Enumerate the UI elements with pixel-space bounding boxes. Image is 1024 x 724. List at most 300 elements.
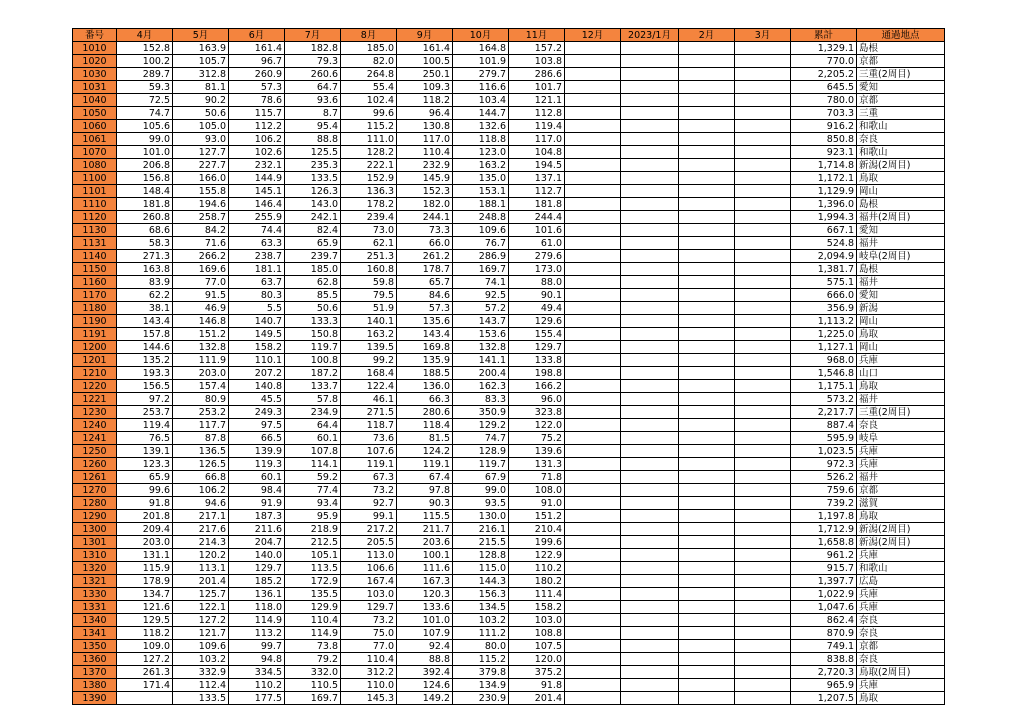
- month-value-cell: 103.0: [341, 588, 397, 601]
- location-cell: 岡山: [857, 315, 945, 328]
- month-value-cell: 97.2: [117, 393, 173, 406]
- month-value-cell: [679, 354, 735, 367]
- month-value-cell: 73.6: [341, 432, 397, 445]
- month-value-cell: [679, 588, 735, 601]
- month-value-cell: 206.8: [117, 159, 173, 172]
- month-value-cell: 260.6: [285, 68, 341, 81]
- row-number-cell: 1131: [73, 237, 117, 250]
- month-value-cell: 110.4: [341, 653, 397, 666]
- location-cell: 奈良: [857, 653, 945, 666]
- total-cell: 645.5: [791, 81, 857, 94]
- month-value-cell: 80.9: [173, 393, 229, 406]
- month-value-cell: 112.7: [509, 185, 565, 198]
- row-number-cell: 1350: [73, 640, 117, 653]
- month-value-cell: 101.7: [509, 81, 565, 94]
- month-value-cell: [679, 42, 735, 55]
- month-value-cell: 83.9: [117, 276, 173, 289]
- month-value-cell: 73.2: [341, 484, 397, 497]
- month-value-cell: [679, 458, 735, 471]
- row-number-cell: 1340: [73, 614, 117, 627]
- month-value-cell: [679, 653, 735, 666]
- month-value-cell: 289.7: [117, 68, 173, 81]
- month-value-cell: [565, 523, 621, 536]
- month-value-cell: [679, 315, 735, 328]
- month-value-cell: 129.7: [341, 601, 397, 614]
- month-value-cell: 128.2: [341, 146, 397, 159]
- location-cell: 福井: [857, 471, 945, 484]
- row-number-cell: 1180: [73, 302, 117, 315]
- total-cell: 759.6: [791, 484, 857, 497]
- row-number-cell: 1370: [73, 666, 117, 679]
- month-value-cell: 153.1: [453, 185, 509, 198]
- month-value-cell: 99.2: [341, 354, 397, 367]
- total-cell: 1,329.1: [791, 42, 857, 55]
- month-value-cell: [679, 159, 735, 172]
- month-value-cell: 261.2: [397, 250, 453, 263]
- month-value-cell: 87.8: [173, 432, 229, 445]
- month-value-cell: [565, 627, 621, 640]
- table-row: [73, 146, 945, 159]
- month-value-cell: 194.6: [173, 198, 229, 211]
- month-value-cell: [679, 445, 735, 458]
- month-value-cell: 118.2: [397, 94, 453, 107]
- table-row: [73, 276, 945, 289]
- month-value-cell: 156.8: [117, 172, 173, 185]
- location-cell: 福井: [857, 237, 945, 250]
- month-value-cell: [735, 653, 791, 666]
- table-row: [73, 692, 945, 705]
- month-value-cell: 203.0: [117, 536, 173, 549]
- total-cell: 887.4: [791, 419, 857, 432]
- month-value-cell: 145.1: [229, 185, 285, 198]
- month-value-cell: 164.8: [453, 42, 509, 55]
- month-value-cell: [565, 380, 621, 393]
- month-value-cell: 205.5: [341, 536, 397, 549]
- month-value-cell: [621, 237, 679, 250]
- month-value-cell: [679, 250, 735, 263]
- month-value-cell: [735, 68, 791, 81]
- month-value-cell: [735, 692, 791, 705]
- month-value-cell: 130.0: [453, 510, 509, 523]
- month-value-cell: 110.4: [397, 146, 453, 159]
- table-row: [73, 94, 945, 107]
- month-value-cell: 105.0: [173, 120, 229, 133]
- month-value-cell: 88.8: [397, 653, 453, 666]
- month-value-cell: 392.4: [397, 666, 453, 679]
- month-value-cell: 80.3: [229, 289, 285, 302]
- month-value-cell: [735, 55, 791, 68]
- month-value-cell: 92.7: [341, 497, 397, 510]
- month-value-cell: [565, 458, 621, 471]
- row-number-cell: 1080: [73, 159, 117, 172]
- month-value-cell: 74.1: [453, 276, 509, 289]
- month-value-cell: 98.4: [229, 484, 285, 497]
- month-value-cell: 235.3: [285, 159, 341, 172]
- location-cell: 京都: [857, 94, 945, 107]
- month-value-cell: [621, 354, 679, 367]
- month-value-cell: 201.8: [117, 510, 173, 523]
- month-value-cell: [621, 55, 679, 68]
- month-value-cell: [565, 159, 621, 172]
- month-value-cell: [565, 211, 621, 224]
- month-value-cell: 45.5: [229, 393, 285, 406]
- month-value-cell: 173.0: [509, 263, 565, 276]
- month-value-cell: 260.9: [229, 68, 285, 81]
- table-row: [73, 653, 945, 666]
- month-value-cell: 62.8: [285, 276, 341, 289]
- row-number-cell: 1221: [73, 393, 117, 406]
- total-cell: 575.1: [791, 276, 857, 289]
- month-value-cell: 169.7: [285, 692, 341, 705]
- table-row: [73, 523, 945, 536]
- month-value-cell: 93.5: [453, 497, 509, 510]
- month-value-cell: 119.1: [341, 458, 397, 471]
- table-row: [73, 328, 945, 341]
- month-value-cell: [679, 133, 735, 146]
- month-value-cell: 160.8: [341, 263, 397, 276]
- month-value-cell: 181.1: [229, 263, 285, 276]
- month-value-cell: 266.2: [173, 250, 229, 263]
- row-number-cell: 1390: [73, 692, 117, 705]
- table-row: [73, 120, 945, 133]
- month-value-cell: 96.0: [509, 393, 565, 406]
- month-value-cell: [565, 185, 621, 198]
- month-value-cell: [565, 692, 621, 705]
- month-value-cell: 332.0: [285, 666, 341, 679]
- month-value-cell: [621, 523, 679, 536]
- month-value-cell: [621, 692, 679, 705]
- month-value-cell: 126.5: [173, 458, 229, 471]
- month-value-cell: 140.1: [341, 315, 397, 328]
- month-value-cell: 77.4: [285, 484, 341, 497]
- total-cell: 838.8: [791, 653, 857, 666]
- month-value-cell: [565, 120, 621, 133]
- month-value-cell: 64.7: [285, 81, 341, 94]
- month-value-cell: 168.4: [341, 367, 397, 380]
- month-value-cell: 75.2: [509, 432, 565, 445]
- month-value-cell: [735, 471, 791, 484]
- month-value-cell: 124.2: [397, 445, 453, 458]
- month-value-cell: 84.2: [173, 224, 229, 237]
- total-cell: 2,217.7: [791, 406, 857, 419]
- total-cell: 1,397.7: [791, 575, 857, 588]
- total-cell: 1,396.0: [791, 198, 857, 211]
- month-value-cell: 169.6: [173, 263, 229, 276]
- month-value-cell: 198.8: [509, 367, 565, 380]
- month-value-cell: 261.3: [117, 666, 173, 679]
- month-value-cell: 80.0: [453, 640, 509, 653]
- month-value-cell: [621, 627, 679, 640]
- table-row: [73, 211, 945, 224]
- month-value-cell: 286.6: [509, 68, 565, 81]
- month-value-cell: [565, 471, 621, 484]
- month-value-cell: 66.8: [173, 471, 229, 484]
- total-cell: 915.7: [791, 562, 857, 575]
- month-value-cell: [621, 81, 679, 94]
- month-value-cell: [621, 445, 679, 458]
- month-value-cell: 122.1: [173, 601, 229, 614]
- month-value-cell: 83.3: [453, 393, 509, 406]
- month-value-cell: 99.6: [341, 107, 397, 120]
- month-value-cell: [679, 289, 735, 302]
- location-cell: 愛知: [857, 81, 945, 94]
- row-number-cell: 1310: [73, 549, 117, 562]
- month-value-cell: 139.9: [229, 445, 285, 458]
- month-value-cell: 57.3: [229, 81, 285, 94]
- month-value-cell: 103.0: [509, 614, 565, 627]
- month-value-cell: 133.6: [397, 601, 453, 614]
- month-value-cell: [735, 484, 791, 497]
- month-value-cell: [565, 55, 621, 68]
- month-value-cell: 91.8: [509, 679, 565, 692]
- row-number-cell: 1220: [73, 380, 117, 393]
- month-value-cell: 145.9: [397, 172, 453, 185]
- month-value-cell: 249.3: [229, 406, 285, 419]
- month-value-cell: 72.5: [117, 94, 173, 107]
- month-value-cell: 123.0: [453, 146, 509, 159]
- month-value-cell: 93.0: [173, 133, 229, 146]
- month-value-cell: [621, 315, 679, 328]
- month-value-cell: 279.6: [509, 250, 565, 263]
- month-value-cell: 104.8: [509, 146, 565, 159]
- month-value-cell: 144.3: [453, 575, 509, 588]
- month-value-cell: 64.4: [285, 419, 341, 432]
- month-value-cell: 280.6: [397, 406, 453, 419]
- month-value-cell: 216.1: [453, 523, 509, 536]
- row-number-cell: 1200: [73, 341, 117, 354]
- month-value-cell: 238.7: [229, 250, 285, 263]
- month-value-cell: 167.4: [341, 575, 397, 588]
- month-value-cell: 199.6: [509, 536, 565, 549]
- month-value-cell: 129.7: [229, 562, 285, 575]
- location-cell: 広島: [857, 575, 945, 588]
- location-cell: 山口: [857, 367, 945, 380]
- month-value-cell: 117.0: [509, 133, 565, 146]
- month-value-cell: 38.1: [117, 302, 173, 315]
- month-value-cell: [565, 549, 621, 562]
- month-value-cell: [679, 276, 735, 289]
- table-row: [73, 250, 945, 263]
- location-cell: 和歌山: [857, 562, 945, 575]
- month-value-cell: 111.9: [173, 354, 229, 367]
- month-value-cell: [565, 289, 621, 302]
- month-value-cell: [735, 575, 791, 588]
- month-value-cell: [679, 666, 735, 679]
- row-number-cell: 1300: [73, 523, 117, 536]
- month-value-cell: [735, 224, 791, 237]
- month-value-cell: 105.7: [173, 55, 229, 68]
- month-value-cell: 143.4: [397, 328, 453, 341]
- month-value-cell: 148.4: [117, 185, 173, 198]
- month-value-cell: 178.2: [341, 198, 397, 211]
- total-cell: 667.1: [791, 224, 857, 237]
- month-value-cell: 88.0: [509, 276, 565, 289]
- month-value-cell: [735, 354, 791, 367]
- month-value-cell: [621, 224, 679, 237]
- month-value-cell: 127.2: [173, 614, 229, 627]
- month-value-cell: 140.0: [229, 549, 285, 562]
- table-row: [73, 354, 945, 367]
- month-value-cell: 169.8: [397, 341, 453, 354]
- month-value-cell: 81.5: [397, 432, 453, 445]
- table-row: [73, 107, 945, 120]
- row-number-cell: 1020: [73, 55, 117, 68]
- month-value-cell: [565, 133, 621, 146]
- month-value-cell: 234.9: [285, 406, 341, 419]
- month-value-cell: [735, 549, 791, 562]
- month-value-cell: 181.8: [117, 198, 173, 211]
- row-number-cell: 1320: [73, 562, 117, 575]
- month-value-cell: 113.5: [285, 562, 341, 575]
- table-row: [73, 263, 945, 276]
- column-header: 8月: [341, 29, 397, 42]
- month-value-cell: 312.2: [341, 666, 397, 679]
- month-value-cell: [621, 159, 679, 172]
- month-value-cell: [621, 367, 679, 380]
- location-cell: 鳥取: [857, 380, 945, 393]
- total-cell: 739.2: [791, 497, 857, 510]
- row-number-cell: 1210: [73, 367, 117, 380]
- month-value-cell: 115.7: [229, 107, 285, 120]
- month-value-cell: [565, 341, 621, 354]
- month-value-cell: 150.8: [285, 328, 341, 341]
- month-value-cell: 61.0: [509, 237, 565, 250]
- month-value-cell: 118.0: [229, 601, 285, 614]
- table-row: [73, 445, 945, 458]
- location-cell: 島根: [857, 42, 945, 55]
- total-cell: 1,022.9: [791, 588, 857, 601]
- month-value-cell: [679, 575, 735, 588]
- month-value-cell: 178.9: [117, 575, 173, 588]
- month-value-cell: 82.0: [341, 55, 397, 68]
- month-value-cell: 71.6: [173, 237, 229, 250]
- month-value-cell: 94.8: [229, 653, 285, 666]
- month-value-cell: 91.8: [117, 497, 173, 510]
- month-value-cell: 111.2: [453, 627, 509, 640]
- month-value-cell: 123.3: [117, 458, 173, 471]
- month-value-cell: 118.8: [453, 133, 509, 146]
- month-value-cell: 59.3: [117, 81, 173, 94]
- table-row: [73, 380, 945, 393]
- month-value-cell: 137.1: [509, 172, 565, 185]
- column-header: 9月: [397, 29, 453, 42]
- month-value-cell: [735, 276, 791, 289]
- month-value-cell: 146.4: [229, 198, 285, 211]
- month-value-cell: 93.6: [285, 94, 341, 107]
- month-value-cell: 133.8: [509, 354, 565, 367]
- month-value-cell: 60.1: [285, 432, 341, 445]
- location-cell: 鳥取(2周目): [857, 666, 945, 679]
- month-value-cell: [679, 393, 735, 406]
- month-value-cell: 96.4: [397, 107, 453, 120]
- total-cell: 850.8: [791, 133, 857, 146]
- total-cell: 862.4: [791, 614, 857, 627]
- month-value-cell: 113.2: [229, 627, 285, 640]
- month-value-cell: 125.5: [285, 146, 341, 159]
- month-value-cell: [679, 211, 735, 224]
- month-value-cell: [679, 614, 735, 627]
- month-value-cell: [679, 432, 735, 445]
- total-cell: 573.2: [791, 393, 857, 406]
- row-number-cell: 1110: [73, 198, 117, 211]
- month-value-cell: 94.6: [173, 497, 229, 510]
- month-value-cell: [735, 666, 791, 679]
- month-value-cell: [621, 133, 679, 146]
- table-body: [73, 42, 945, 705]
- month-value-cell: [621, 198, 679, 211]
- month-value-cell: 151.2: [173, 328, 229, 341]
- month-value-cell: 135.6: [397, 315, 453, 328]
- month-value-cell: 55.4: [341, 81, 397, 94]
- month-value-cell: 171.4: [117, 679, 173, 692]
- table-row: [73, 42, 945, 55]
- table-row: [73, 458, 945, 471]
- table-row: [73, 679, 945, 692]
- month-value-cell: [621, 653, 679, 666]
- location-cell: 兵庫: [857, 588, 945, 601]
- month-value-cell: [621, 432, 679, 445]
- row-number-cell: 1060: [73, 120, 117, 133]
- month-value-cell: 157.4: [173, 380, 229, 393]
- month-value-cell: [735, 432, 791, 445]
- month-value-cell: 140.7: [229, 315, 285, 328]
- total-cell: 1,381.7: [791, 263, 857, 276]
- month-value-cell: 203.0: [173, 367, 229, 380]
- month-value-cell: 73.0: [341, 224, 397, 237]
- month-value-cell: 194.5: [509, 159, 565, 172]
- row-number-cell: 1030: [73, 68, 117, 81]
- month-value-cell: 119.7: [453, 458, 509, 471]
- location-cell: 兵庫: [857, 601, 945, 614]
- month-value-cell: [735, 679, 791, 692]
- month-value-cell: [621, 419, 679, 432]
- month-value-cell: 115.9: [117, 562, 173, 575]
- month-value-cell: 210.4: [509, 523, 565, 536]
- month-value-cell: 232.9: [397, 159, 453, 172]
- total-cell: 1,994.3: [791, 211, 857, 224]
- month-value-cell: [735, 458, 791, 471]
- location-cell: 新潟(2周目): [857, 523, 945, 536]
- row-number-cell: 1031: [73, 81, 117, 94]
- month-value-cell: [679, 81, 735, 94]
- month-value-cell: [621, 614, 679, 627]
- month-value-cell: [565, 679, 621, 692]
- month-value-cell: 92.5: [453, 289, 509, 302]
- row-number-cell: 1190: [73, 315, 117, 328]
- month-value-cell: 128.8: [453, 549, 509, 562]
- month-value-cell: 100.2: [117, 55, 173, 68]
- column-header: 2023/1月: [621, 29, 679, 42]
- month-value-cell: 134.5: [453, 601, 509, 614]
- month-value-cell: 100.8: [285, 354, 341, 367]
- month-value-cell: [621, 510, 679, 523]
- month-value-cell: [565, 354, 621, 367]
- month-value-cell: [735, 367, 791, 380]
- total-cell: 1,546.8: [791, 367, 857, 380]
- location-cell: 京都: [857, 55, 945, 68]
- month-value-cell: [679, 692, 735, 705]
- month-value-cell: 59.2: [285, 471, 341, 484]
- month-value-cell: 286.9: [453, 250, 509, 263]
- row-number-cell: 1010: [73, 42, 117, 55]
- total-cell: 1,113.2: [791, 315, 857, 328]
- month-value-cell: 218.9: [285, 523, 341, 536]
- month-value-cell: 139.6: [509, 445, 565, 458]
- table-row: [73, 341, 945, 354]
- month-value-cell: 91.0: [509, 497, 565, 510]
- month-value-cell: 211.6: [229, 523, 285, 536]
- location-cell: 新潟(2周目): [857, 536, 945, 549]
